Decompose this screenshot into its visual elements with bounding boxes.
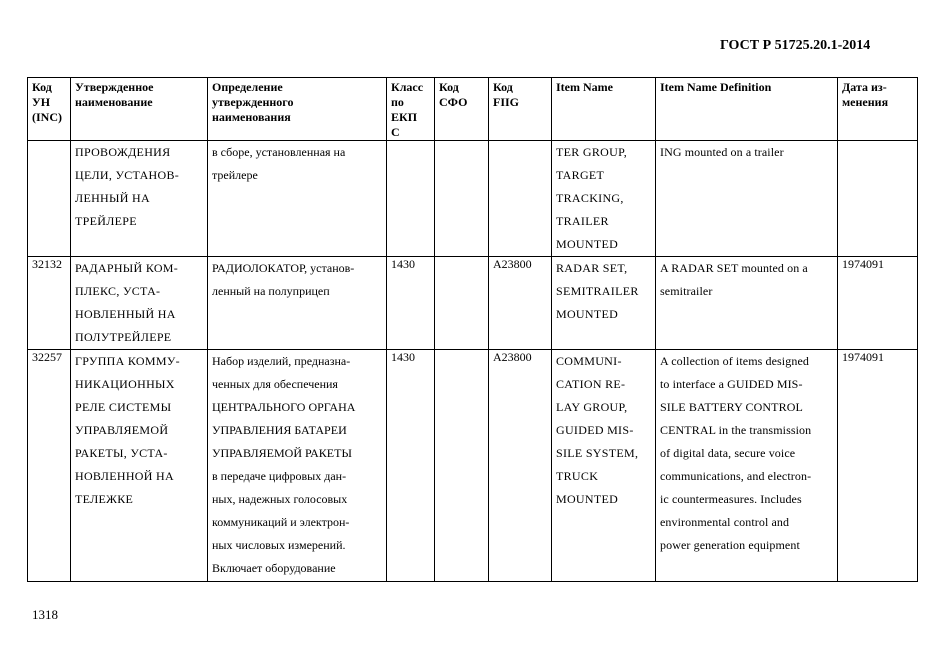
cell-text-line: УПРАВЛЯЕМОЙ РАКЕТЫ <box>212 446 352 460</box>
table-row <box>28 257 918 350</box>
cell-text-line: ных, надежных голосовых <box>212 492 348 506</box>
cell-inc <box>28 350 71 582</box>
cell-text-line: RADAR SET, <box>556 261 628 275</box>
cell-value: 32257 <box>32 350 62 364</box>
cell-text-line: communications, and electron- <box>660 469 812 483</box>
cell-item-name <box>552 141 656 257</box>
header-item-name-definition <box>656 78 838 141</box>
cell-text-line: ПОЛУТРЕЙЛЕРЕ <box>75 330 172 344</box>
cell-text-line: ТЕЛЕЖКЕ <box>75 492 134 506</box>
cell-inc <box>28 141 71 257</box>
cell-text-line: SILE SYSTEM, <box>556 446 639 460</box>
cell-approved-name <box>71 257 208 350</box>
cell-text-line: TRUCK <box>556 469 599 483</box>
header-text-line: С <box>391 125 400 139</box>
cell-text-line: РАКЕТЫ, УСТА- <box>75 446 168 460</box>
cell-text-line: трейлере <box>212 168 258 182</box>
cell-text-line: коммуникаций и электрон- <box>212 515 350 529</box>
header-text-line: Item Name <box>556 80 613 94</box>
cell-text-line: SILE BATTERY CONTROL <box>660 400 803 414</box>
cell-text-line: SEMITRAILER <box>556 284 639 298</box>
header-text-line: Код <box>493 80 513 94</box>
cell-text-line: MOUNTED <box>556 492 619 506</box>
table-row <box>28 141 918 257</box>
cell-ekps-class <box>387 350 435 582</box>
header-name-definition <box>208 78 387 141</box>
cell-text-line: ЦЕЛИ, УСТАНОВ- <box>75 168 180 182</box>
cell-text-line: TRACKING, <box>556 191 624 205</box>
header-text-line: ЕКП <box>391 110 418 124</box>
cell-text-line: Набор изделий, предназна- <box>212 354 351 368</box>
cell-value: 1974091 <box>842 350 884 364</box>
cell-text-line: of digital data, secure voice <box>660 446 796 460</box>
cell-approved-name <box>71 141 208 257</box>
table-header-row <box>28 78 918 141</box>
cell-name-definition <box>208 350 387 582</box>
cell-text-line: ченных для обеспечения <box>212 377 338 391</box>
header-text-line: менения <box>842 95 889 109</box>
header-text-line: СФО <box>439 95 468 109</box>
header-text-line: УН <box>32 95 51 109</box>
document-standard-header: ГОСТ Р 51725.20.1-2014 <box>720 38 871 53</box>
header-item-name <box>552 78 656 141</box>
cell-text-line: power generation equipment <box>660 538 800 552</box>
header-change-date <box>838 78 918 141</box>
cell-text-line: ING mounted on a trailer <box>660 145 784 159</box>
cell-text-line: A RADAR SET mounted on a <box>660 261 808 275</box>
cell-sfo-code <box>435 141 489 257</box>
cell-text-line: to interface a GUIDED MIS- <box>660 377 803 391</box>
cell-text-line: CENTRAL in the transmission <box>660 423 812 437</box>
page-number: 1318 <box>32 607 58 622</box>
cell-fiig-code <box>489 350 552 582</box>
cell-fiig-code <box>489 257 552 350</box>
cell-text-line: УПРАВЛЯЕМОЙ <box>75 423 169 437</box>
header-inc <box>28 78 71 141</box>
cell-sfo-code <box>435 257 489 350</box>
cell-text-line: MOUNTED <box>556 307 619 321</box>
header-text-line: (INC) <box>32 110 62 124</box>
header-text-line: Код <box>32 80 52 94</box>
cell-inc <box>28 257 71 350</box>
cell-text-line: в сборе, установленная на <box>212 145 346 159</box>
header-text-line: Item Name Definition <box>660 80 772 94</box>
cell-text-line: НОВЛЕННОЙ НА <box>75 469 174 483</box>
cell-text-line: Включает оборудование <box>212 561 336 575</box>
header-text-line: Дата из- <box>842 80 887 94</box>
header-text-line: по <box>391 95 404 109</box>
header-text-line: утвержденного <box>212 95 294 109</box>
cell-text-line: COMMUNI- <box>556 354 622 368</box>
header-ekps-class <box>387 78 435 141</box>
cell-text-line: ЛЕННЫЙ НА <box>75 191 150 205</box>
cell-text-line: УПРАВЛЕНИЯ БАТАРЕИ <box>212 423 347 437</box>
cell-text-line: environmental control and <box>660 515 790 529</box>
header-approved-name <box>71 78 208 141</box>
cell-value: 32132 <box>32 257 62 271</box>
cell-text-line: ленный на полуприцеп <box>212 284 330 298</box>
cell-item-name <box>552 350 656 582</box>
cell-text-line: ГРУППА КОММУ- <box>75 354 180 368</box>
header-text-line: наименования <box>212 110 291 124</box>
cell-text-line: TRAILER <box>556 214 609 228</box>
cell-value: A23800 <box>493 257 532 271</box>
cell-sfo-code <box>435 350 489 582</box>
cell-text-line: CATION RE- <box>556 377 626 391</box>
cell-text-line: semitrailer <box>660 284 713 298</box>
cell-name-definition <box>208 257 387 350</box>
cell-text-line: ПРОВОЖДЕНИЯ <box>75 145 171 159</box>
cell-change-date <box>838 350 918 582</box>
cell-fiig-code <box>489 141 552 257</box>
cell-value: 1430 <box>391 257 415 271</box>
table-row <box>28 350 918 582</box>
cell-text-line: РЕЛЕ СИСТЕМЫ <box>75 400 172 414</box>
cell-ekps-class <box>387 141 435 257</box>
cell-item-name-definition <box>656 257 838 350</box>
cell-text-line: ЦЕНТРАЛЬНОГО ОРГАНА <box>212 400 356 414</box>
cell-ekps-class <box>387 257 435 350</box>
header-text-line: Код <box>439 80 459 94</box>
cell-item-name <box>552 257 656 350</box>
header-sfo-code <box>435 78 489 141</box>
cell-value: A23800 <box>493 350 532 364</box>
cell-text-line: ных числовых измерений. <box>212 538 346 552</box>
table-body <box>28 141 918 582</box>
header-text-line: Утвержденное <box>75 80 154 94</box>
cell-text-line: НИКАЦИОННЫХ <box>75 377 175 391</box>
cell-text-line: РАДАРНЫЙ КОМ- <box>75 261 179 275</box>
header-text-line: Класс <box>391 80 424 94</box>
cell-text-line: A collection of items designed <box>660 354 809 368</box>
cell-name-definition <box>208 141 387 257</box>
cell-approved-name <box>71 350 208 582</box>
header-text-line: Определение <box>212 80 283 94</box>
cell-text-line: TARGET <box>556 168 605 182</box>
header-text-line: наименование <box>75 95 153 109</box>
cell-text-line: LAY GROUP, <box>556 400 628 414</box>
cell-value: 1974091 <box>842 257 884 271</box>
cell-text-line: в передаче цифровых дан- <box>212 469 347 483</box>
header-fiig-code <box>489 78 552 141</box>
header-text-line: FIIG <box>493 95 520 109</box>
cell-text-line: НОВЛЕННЫЙ НА <box>75 307 176 321</box>
cell-text-line: ТРЕЙЛЕРЕ <box>75 214 137 228</box>
cell-item-name-definition <box>656 141 838 257</box>
specification-table <box>27 77 918 582</box>
cell-change-date <box>838 257 918 350</box>
cell-text-line: ic countermeasures. Includes <box>660 492 802 506</box>
cell-item-name-definition <box>656 350 838 582</box>
cell-text-line: ПЛЕКС, УСТА- <box>75 284 161 298</box>
cell-value: 1430 <box>391 350 415 364</box>
cell-text-line: РАДИОЛОКАТОР, установ- <box>212 261 355 275</box>
cell-text-line: TER GROUP, <box>556 145 628 159</box>
cell-change-date <box>838 141 918 257</box>
cell-text-line: GUIDED MIS- <box>556 423 634 437</box>
cell-text-line: MOUNTED <box>556 237 619 251</box>
